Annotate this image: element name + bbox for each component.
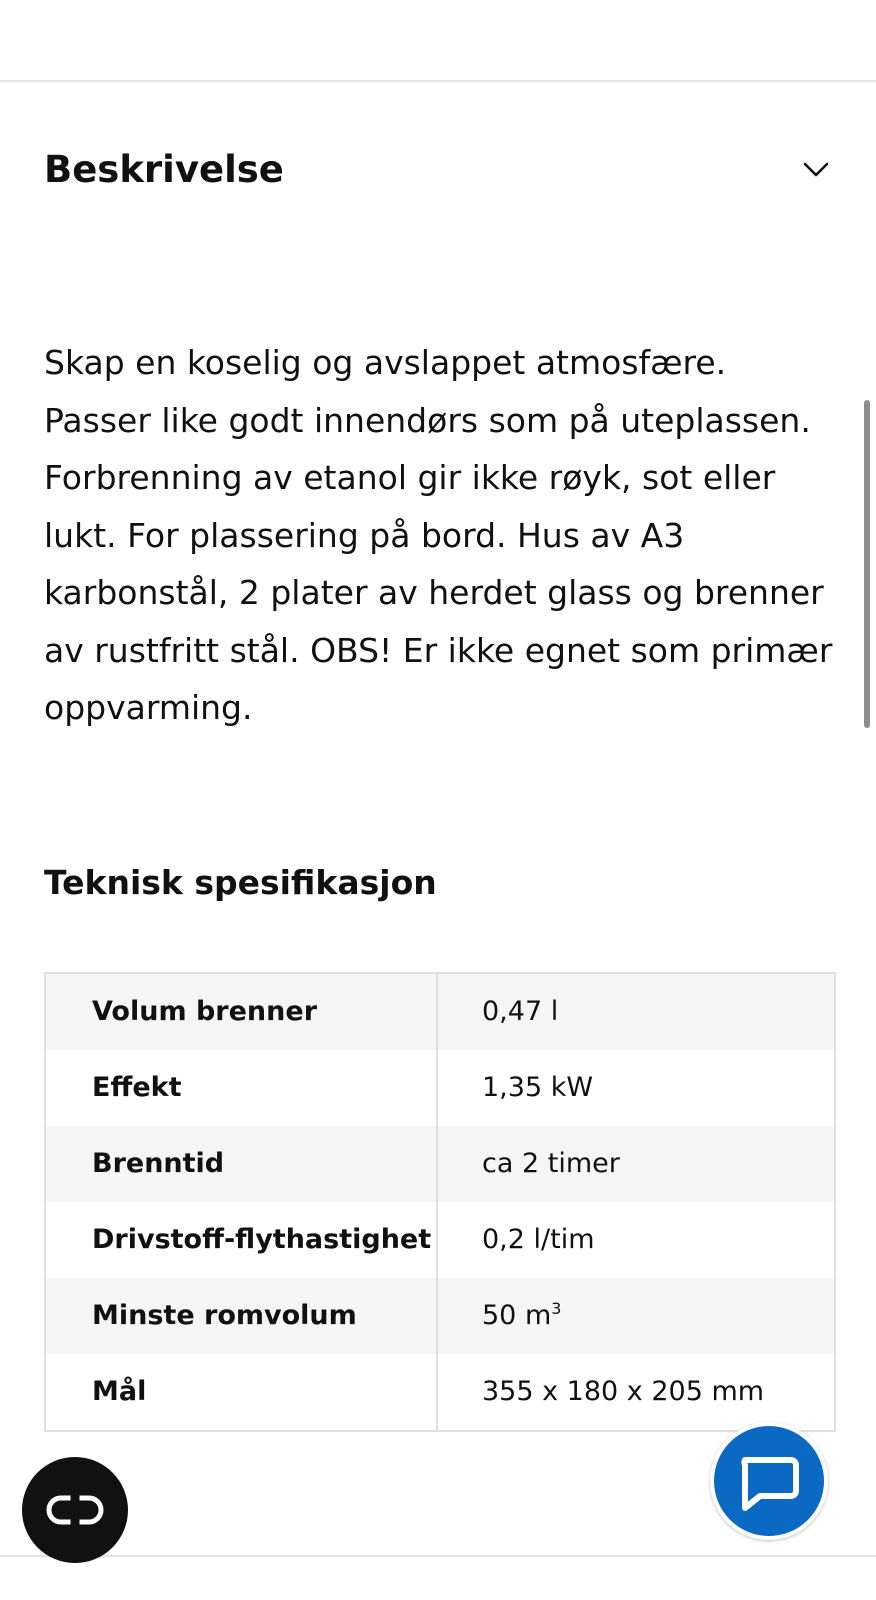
description-line: Forbrenning av etanol gir ikke røyk, sot eller xyxy=(44,458,776,497)
description-accordion-header[interactable] xyxy=(44,140,834,200)
description-line: karbonstål, 2 plater av herdet glass og brenner xyxy=(44,573,824,612)
link-button[interactable] xyxy=(22,1457,128,1563)
spec-label: Brenntid xyxy=(46,1126,438,1202)
table-row xyxy=(46,1278,834,1354)
description-line: lukt. For plassering på bord. Hus av A3 xyxy=(44,515,685,555)
section-title: Beskrivelse xyxy=(44,148,284,191)
top-bar xyxy=(0,0,876,82)
chat-button[interactable] xyxy=(710,1422,828,1540)
spec-label: Effekt xyxy=(46,1050,438,1126)
chat-bubble-icon xyxy=(714,1426,824,1536)
link-icon xyxy=(22,1457,128,1563)
spec-value: 355 x 180 x 205 mm xyxy=(482,1376,765,1407)
spec-label: Mål xyxy=(46,1354,438,1430)
spec-value-text: 50 m xyxy=(482,1300,552,1331)
spec-label: Volum brenner xyxy=(46,974,438,1050)
scrollbar[interactable] xyxy=(864,400,870,728)
table-row xyxy=(46,974,834,1050)
description-line: Passer like godt innendørs som på uteplassen. xyxy=(44,400,811,440)
spec-title: Teknisk spesifikasjon xyxy=(44,863,437,902)
spec-value: 0,47 l xyxy=(482,996,559,1027)
spec-label: Drivstoff-flythastighet xyxy=(46,1202,438,1278)
table-row xyxy=(46,1354,834,1430)
spec-value-superscript: 3 xyxy=(551,1299,562,1318)
table-row xyxy=(46,1202,834,1278)
bottom-divider xyxy=(0,1555,876,1557)
description-line: oppvarming. xyxy=(44,688,253,727)
spec-table xyxy=(44,972,836,1432)
description-line: av rustfritt stål. OBS! Er ikke egnet som primær xyxy=(44,630,833,670)
spec-value xyxy=(438,1278,834,1354)
table-row xyxy=(46,1126,834,1202)
table-row xyxy=(46,1050,834,1126)
spec-value: 1,35 kW xyxy=(482,1072,594,1103)
spec-value: ca 2 timer xyxy=(482,1148,620,1179)
spec-label: Minste romvolum xyxy=(46,1278,438,1354)
description-text xyxy=(44,334,834,737)
chevron-down-icon[interactable] xyxy=(798,152,834,188)
description-line: Skap en koselig og avslappet atmosfære. xyxy=(44,343,727,382)
spec-value: 0,2 l/tim xyxy=(482,1224,595,1255)
